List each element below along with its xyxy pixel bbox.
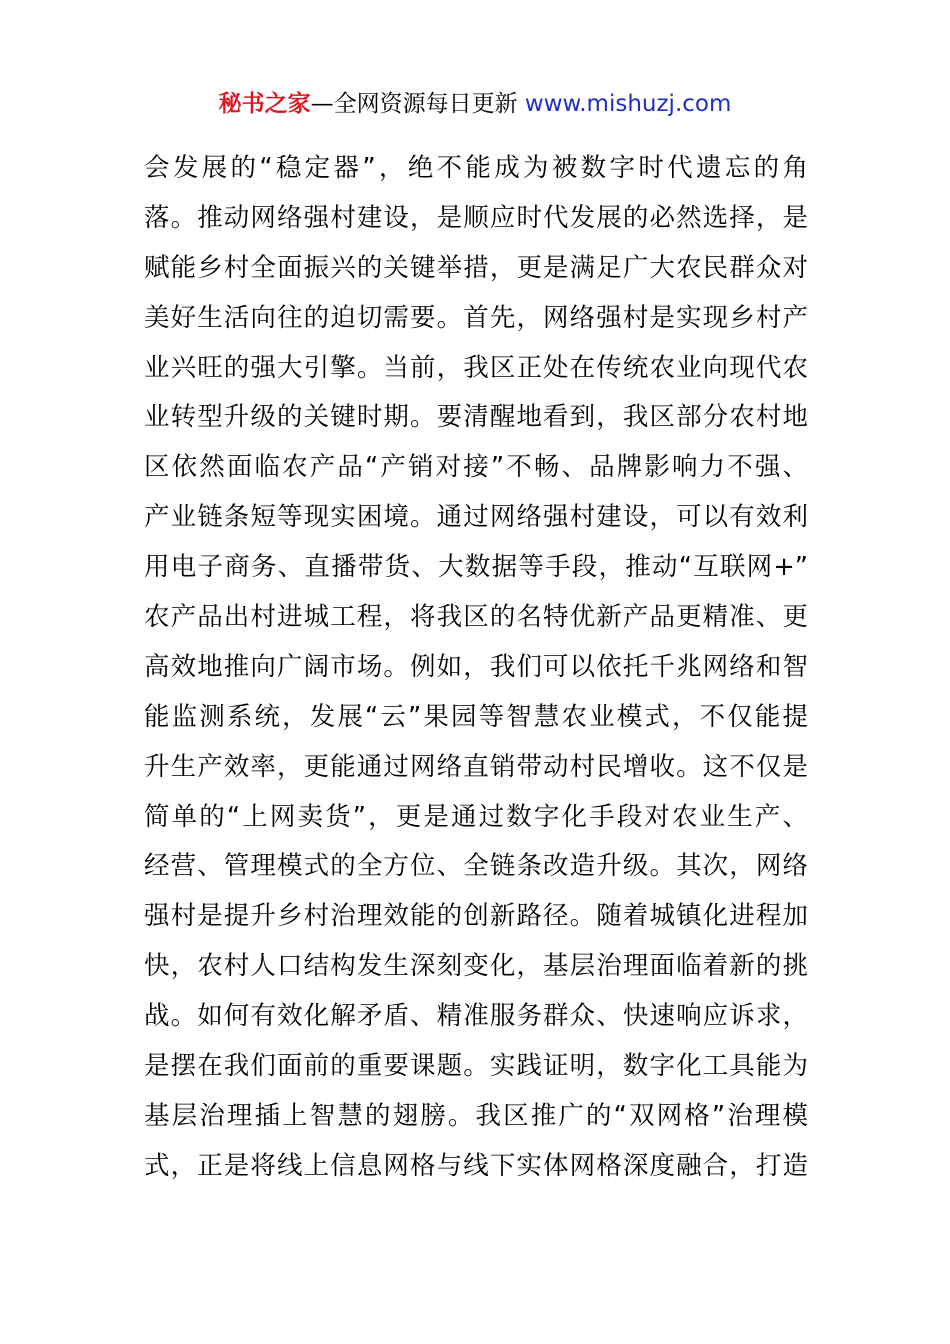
text-line: 升生产效率，更能通过网络直销带动村民增收。这不仅是	[144, 751, 808, 782]
text-line: 式，正是将线上信息网格与线下实体网格深度融合，打造	[144, 1150, 808, 1181]
text-line: 高效地推向广阔市场。例如，我们可以依托千兆网络和智	[144, 651, 808, 682]
text-line: 区依然面临农产品“产销对接”不畅、品牌影响力不强、	[144, 452, 808, 483]
text-line: 赋能乡村全面振兴的关键举措，更是满足广大农民群众对	[144, 252, 808, 283]
text-line: 能监测系统，发展“云”果园等智慧农业模式，不仅能提	[144, 701, 808, 732]
text-line: 简单的“上网卖货”，更是通过数字化手段对农业生产、	[144, 801, 808, 832]
text-line: 农产品出村进城工程，将我区的名特优新产品更精准、更	[144, 602, 808, 633]
text-line: 战。如何有效化解矛盾、精准服务群众、快速响应诉求，	[144, 1001, 808, 1032]
site-tagline: —全网资源每日更新	[310, 91, 525, 117]
text-line: 产业链条短等现实困境。通过网络强村建设，可以有效利	[144, 502, 808, 533]
site-brand: 秘书之家	[218, 91, 311, 117]
text-line: 用电子商务、直播带货、大数据等手段，推动“互联网+”	[144, 552, 808, 583]
document-body	[144, 144, 808, 1192]
text-line: 美好生活向往的迫切需要。首先，网络强村是实现乡村产	[144, 302, 808, 333]
text-line: 是摆在我们面前的重要课题。实践证明，数字化工具能为	[144, 1051, 808, 1082]
text-line: 快，农村人口结构发生深刻变化，基层治理面临着新的挑	[144, 951, 808, 982]
text-line: 经营、管理模式的全方位、全链条改造升级。其次，网络	[144, 851, 808, 882]
text-line: 业转型升级的关键时期。要清醒地看到，我区部分农村地	[144, 402, 808, 433]
text-line: 业兴旺的强大引擎。当前，我区正处在传统农业向现代农	[144, 352, 808, 383]
text-line: 强村是提升乡村治理效能的创新路径。随着城镇化进程加	[144, 901, 808, 932]
text-line: 基层治理插上智慧的翅膀。我区推广的“双网格”治理模	[144, 1100, 808, 1131]
text-line: 会发展的“稳定器”，绝不能成为被数字时代遗忘的角	[144, 153, 808, 183]
site-url-link[interactable]: www.mishuzj.com	[524, 91, 732, 117]
site-header	[0, 86, 950, 122]
text-line: 落。推动网络强村建设，是顺应时代发展的必然选择，是	[144, 202, 808, 233]
